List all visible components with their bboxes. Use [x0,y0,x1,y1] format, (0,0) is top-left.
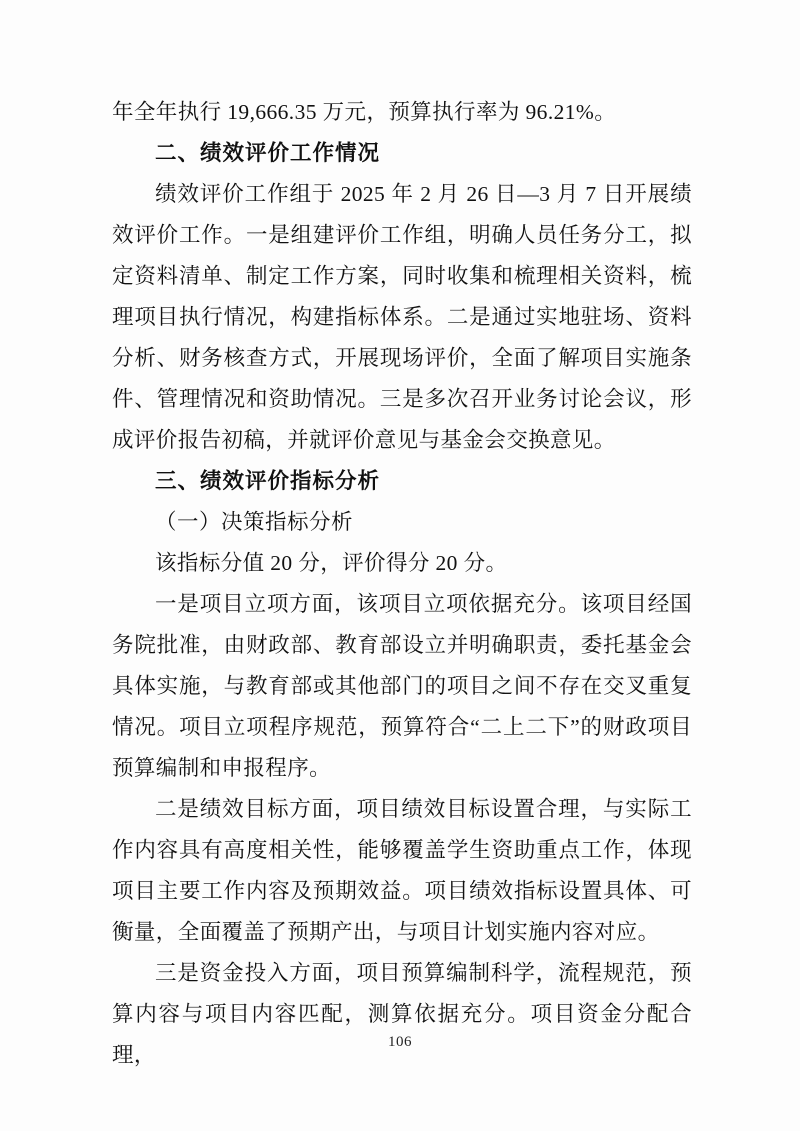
body-paragraph: 二是绩效目标方面，项目绩效目标设置合理，与实际工作内容具有高度相关性，能够覆盖学生资助重点工作，体现项目主要工作内容及预期效益。项目绩效指标设置具体、可衡量，全面覆盖了预期产出，与项目计划实施内容对应。 [112,797,692,944]
page-number: 106 [388,1034,412,1050]
body-paragraph: 三是资金投入方面，项目预算编制科学，流程规范，预算内容与项目内容匹配，测算依据充分。项目资金分配合理， [112,961,692,1067]
body-paragraph: 绩效评价工作组于 2025 年 2 月 26 日—3 月 7 日开展绩效评价工作。一是组建评价工作组，明确人员任务分工，拟定资料清单、制定工作方案，同时收集和梳理相关资料，梳理项目执行情况，构建指标体系。二是通过实地驻场、资料分析、财务核查方式，开展现场评价，全面了解项目实施条件、管理情况和资助情况。三是多次召开业务讨论会议，形成评价报告初稿，并就评价意见与基金会交换意见。 [112,182,692,452]
body-paragraph: 一是项目立项方面，该项目立项依据充分。该项目经国务院批准，由财政部、教育部设立并明确职责，委托基金会具体实施，与教育部或其他部门的项目之间不存在交叉重复情况。项目立项程序规范，预算符合“二上二下”的财政项目预算编制和申报程序。 [112,592,692,780]
body-paragraph: 该指标分值 20 分，评价得分 20 分。 [155,551,508,575]
subsection-heading-3-1: （一）决策指标分析 [155,510,354,534]
section-heading-3: 三、绩效评价指标分析 [155,469,381,493]
section-heading-2: 二、绩效评价工作情况 [155,141,381,165]
page-content [112,92,692,1076]
body-paragraph: 年全年执行 19,666.35 万元，预算执行率为 96.21%。 [112,100,617,124]
